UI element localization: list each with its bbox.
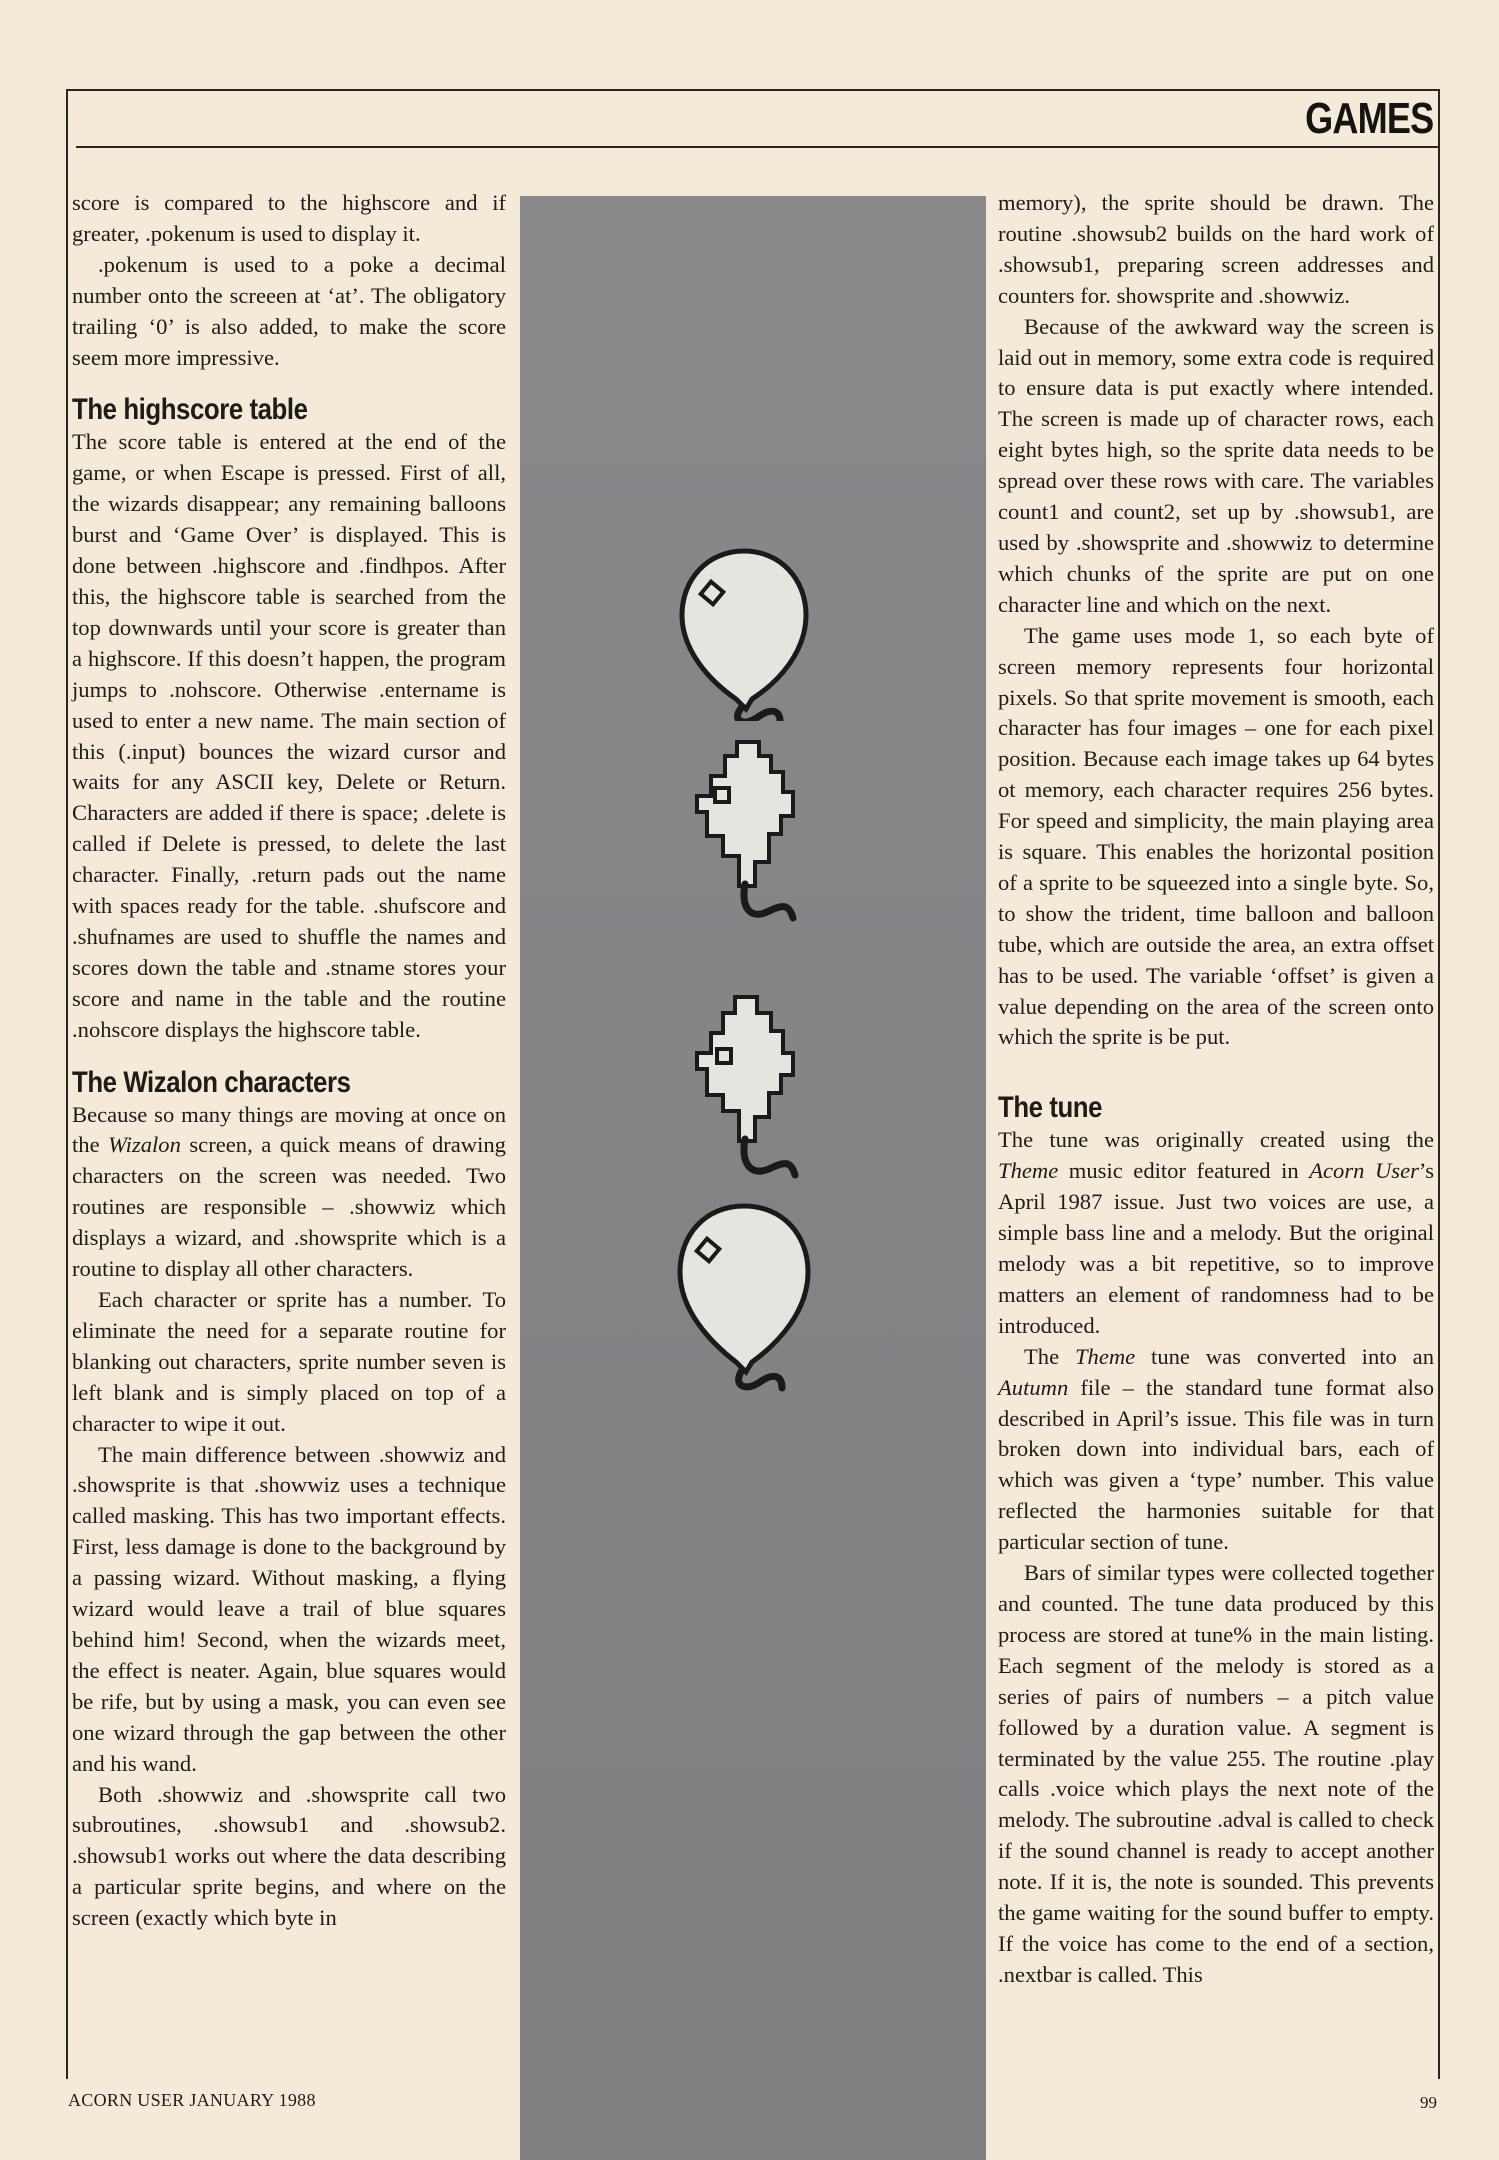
- subheading-the-tune: The tune: [998, 1091, 1103, 1125]
- paragraph: Bars of similar types were collected together and counted. The tune data produced by this process are stored at tune% in the main listing. Each segment of the melody is stored as a series of pairs of numbers – a pitch value followed by a duration value. A segment is terminated by the value 255. The routine .play calls .voice which plays the next note of the melody. The subroutine .adval is called to check if the sound channel is ready to accept another note. If it is, the note is sounded. This prevents the game waiting for the sound buffer to empty. If the voice has come to the end of a section, .nextbar is called. This: [998, 1560, 1434, 1987]
- game-title: Wizalon: [108, 1132, 181, 1158]
- frame-right-rule: [1438, 89, 1440, 2079]
- footer-publication: ACORN USER JANUARY 1988: [68, 2090, 316, 2110]
- burst-balloon-icon: [685, 991, 815, 1191]
- paragraph: memory), the sprite should be drawn. The routine .showsub2 builds on the hard work of .showsub1, preparing screen addresses and counters for. showsprite and .showwiz.: [998, 190, 1434, 308]
- paragraph: The main difference between .showwiz and .showsprite is that .showwiz uses a technique called masking. This has two important effects. First, less damage is done to the background by a passing wizard. Without masking, a flying wizard would leave a trail of blue squares behind him! Second, when the wizards meet, the effect is neater. Again, blue squares would be rife, but by using a mask, you can even see one wizard through the gap between the other and his wand.: [72, 1441, 506, 1776]
- paragraph: Because of the awkward way the screen is laid out in memory, some extra code is required to ensure data is put exactly where intended. The screen is made up of character rows, each eight bytes high, so the sprite data needs to be spread over these rows with care. The variables count1 and count2, set up by .showsub1, are used by .showsprite and .showwiz to determine which chunks of the sprite are put on one character line and which on the next.: [998, 313, 1434, 617]
- page-number: 99: [1420, 2093, 1437, 2112]
- paragraph: The game uses mode 1, so each byte of screen memory represents four horizontal pixels. So that sprite movement is smooth, each character has four images – one for each pixel position. Because each image takes up 64 bytes ot memory, each character requires 256 bytes. For speed and simplicity, the main playing area is square. This enables the horizontal position of a sprite to be squeezed into a single byte. So, to show the trident, time balloon and balloon tube, which are outside the area, an extra offset has to be used. The variable ‘offset’ is given a value depending on the area of the screen onto which the sprite is be put.: [998, 622, 1434, 1050]
- paragraph: score is compared to the highscore and if greater, .pokenum is used to display it.: [72, 190, 506, 246]
- sprite-illustration: [520, 196, 986, 2160]
- frame-top-rule: [66, 89, 1438, 91]
- paragraph: The Theme tune was converted into an Autumn file – the standard tune format also described in April’s issue. This file was in turn broken down into individual bars, each of which was given a ‘type’ number. This value reflected the harmonies suitable for that particular section of tune.: [998, 1343, 1434, 1555]
- paragraph: .pokenum is used to a poke a decimal number onto the screeen at ‘at’. The obligatory trailing ‘0’ is also added, to make the score seem more impressive.: [72, 251, 506, 370]
- subheading-wizalon-characters: The Wizalon characters: [72, 1065, 351, 1099]
- paragraph: The score table is entered at the end of the game, or when Escape is pressed. First of all, the wizards disappear; any remaining balloons burst and ‘Game Over’ is displayed. This is done between .highscore and .findhpos. After this, the highscore table is searched from the top downwards until your score is greater than a highscore. If this doesn’t happen, the program jumps to .nohscore. Otherwise .entername is used to enter a new name. The main section of this (.input) bounces the wizard cursor and waits for any ASCII key, Delete or Return. Characters are added if there is space; .delete is called if Delete is pressed, to delete the last character. Finally, .return pads out the name with spaces ready for the table. .shufscore and .shufnames are used to shuffle the names and scores down the table and .stname stores your score and name in the table and the routine .nohscore displays the highscore table.: [72, 429, 506, 1042]
- subheading-highscore-table: The highscore table: [72, 393, 308, 427]
- paragraph: Each character or sprite has a number. To eliminate the need for a separate routine for blanking out characters, sprite number seven is left blank and is simply placed on top of a character to wipe it out.: [72, 1287, 506, 1436]
- paragraph: Both .showwiz and .showsprite call two subroutines, .showsub1 and .showsub2. .showsub1 works out where the data describing a particular sprite begins, and where on the screen (exactly which byte in: [72, 1781, 506, 1931]
- balloon-icon: [670, 541, 820, 721]
- left-column: [72, 188, 506, 1934]
- balloon-icon: [670, 1196, 820, 1396]
- frame-left-rule: [66, 89, 68, 2079]
- header-rule: [76, 146, 1438, 148]
- section-tag: GAMES: [1304, 94, 1433, 143]
- paragraph: The tune was originally created using the Theme music editor featured in Acorn User’s April 1987 issue. Just two voices are use, a simple bass line and a melody. But the original melody was a bit repetitive, so to improve matters an element of randomness had to be introduced.: [998, 1127, 1434, 1338]
- right-column: [998, 188, 1434, 1991]
- burst-balloon-icon: [685, 736, 815, 936]
- paragraph: Because so many things are moving at once on the Wizalon screen, a quick means of drawing characters on the screen was needed. Two routines are responsible – .showwiz which displays a wizard, and .showsprite which is a routine to display all other characters.: [72, 1101, 506, 1282]
